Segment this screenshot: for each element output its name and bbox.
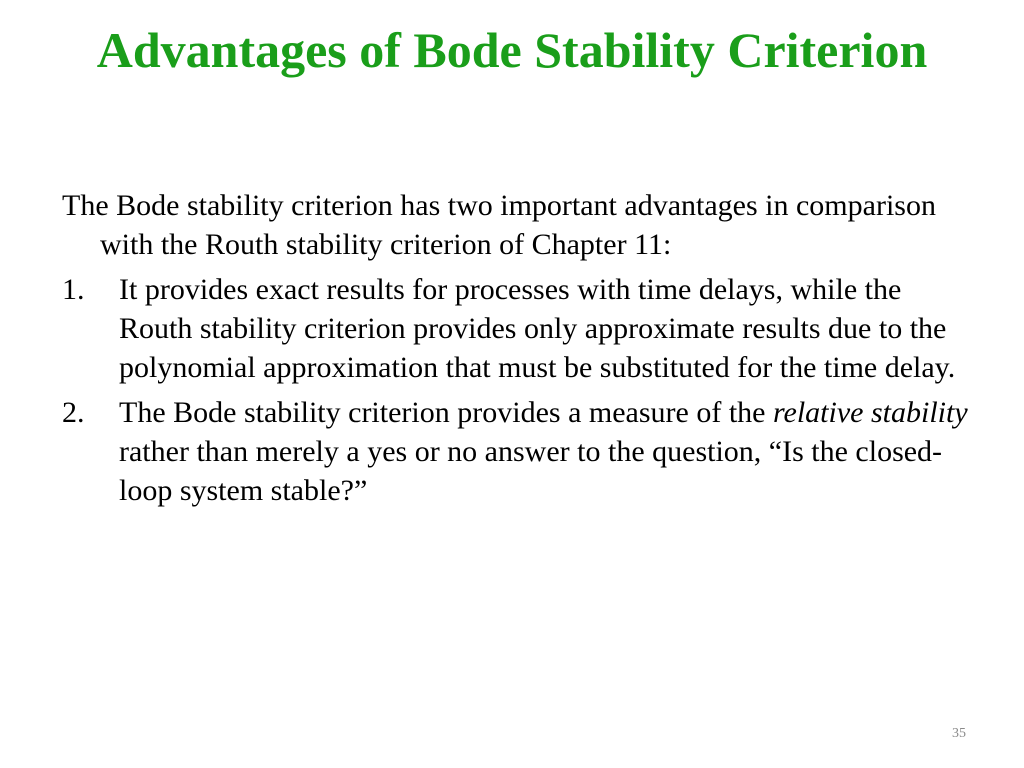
list-item-number: 2. <box>62 396 85 429</box>
list-item-text: It provides exact results for processes with time delays, while the Routh stability criterion provides only approximate results due to the polynomial approximation that must be substituted for the time delay. <box>119 273 956 384</box>
list-item-text <box>119 393 972 510</box>
slide-body <box>62 186 972 516</box>
list-item <box>62 393 972 510</box>
intro-paragraph: The Bode stability criterion has two important advantages in comparison with the Routh stability criterion of Chapter 11: <box>62 189 936 261</box>
slide-title: Advantages of Bode Stability Criterion <box>96 22 928 78</box>
list-item <box>62 270 972 387</box>
advantages-list <box>62 270 972 510</box>
list-item-text-before: The Bode stability criterion provides a measure of the <box>119 396 773 429</box>
page-number: 35 <box>952 726 966 741</box>
list-item-text-after: rather than merely a yes or no answer to the question, “Is the closed-loop system stable?” <box>119 435 943 507</box>
list-item-number: 1. <box>62 273 85 306</box>
relative-stability-emphasis: relative stability <box>772 396 968 429</box>
